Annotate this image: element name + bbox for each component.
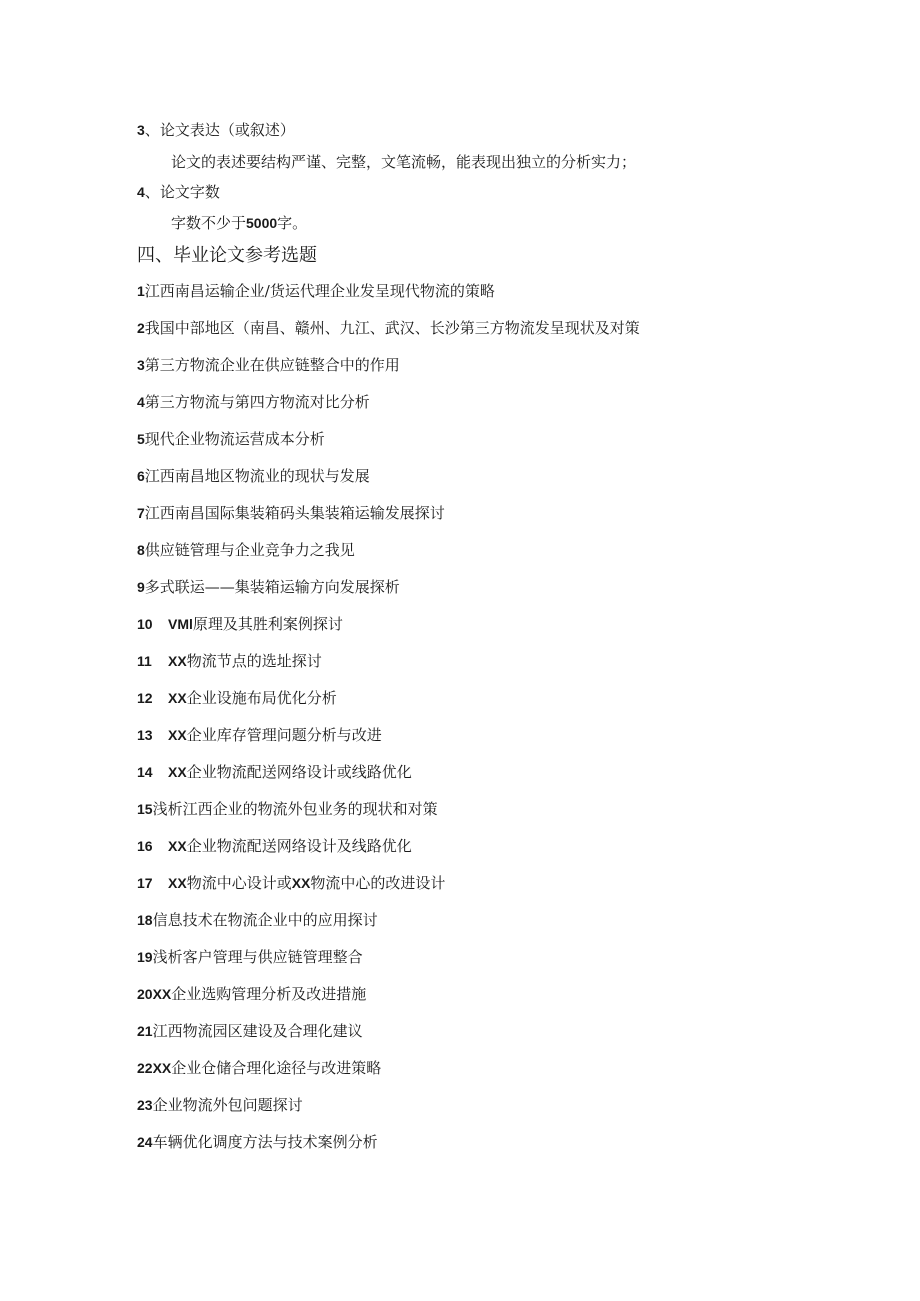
section-separator: 、 (144, 183, 160, 201)
topic-text: 企业仓储合理化途径与改进策略 (171, 1059, 382, 1077)
topic-item (137, 688, 337, 708)
topic-item (137, 392, 370, 412)
topic-bold-prefix: XX (168, 764, 187, 780)
topic-number: 19 (137, 949, 153, 965)
topic-number: 7 (137, 505, 145, 521)
topic-number: 20XX (137, 986, 172, 1002)
topic-text: 企业物流配送网络设计或线路优化 (186, 763, 412, 781)
topic-item (137, 429, 325, 449)
topic-item (137, 1132, 378, 1152)
topic-number: 11 (137, 653, 152, 669)
topic-item (137, 984, 366, 1004)
word-count: 5000 (246, 215, 278, 231)
topic-bold-infix: XX (291, 875, 311, 891)
topic-number: 23 (137, 1097, 153, 1113)
topic-item (137, 540, 355, 560)
topic-text: 多式联运——集装箱运输方向发展探析 (144, 578, 400, 596)
topic-item (137, 355, 400, 375)
topic-text: 物流中心设计或 (186, 874, 292, 892)
topic-item (137, 1058, 381, 1078)
topic-text: 江西南昌国际集装箱码头集装箱运输发展探讨 (144, 504, 445, 522)
topic-text: 现代企业物流运营成本分析 (144, 430, 325, 448)
topic-text: 物流节点的选址探讨 (186, 652, 322, 670)
topic-text: 江西南昌运输企业/货运代理企业发呈现代物流的策略 (144, 282, 495, 300)
topic-item (137, 651, 322, 671)
section-3-title (137, 120, 295, 140)
topic-number: 13 (137, 727, 153, 743)
topic-item (137, 503, 445, 523)
body-text: 字。 (277, 214, 308, 232)
topic-item (137, 577, 400, 597)
topic-bold-prefix: XX (168, 690, 187, 706)
topic-bold-prefix: XX (168, 838, 187, 854)
topic-number: 18 (137, 912, 153, 928)
topic-number: 16 (137, 838, 153, 854)
topic-text: 浅析客户管理与供应链管理整合 (152, 948, 363, 966)
topic-number: 8 (137, 542, 145, 558)
topic-number: 3 (137, 357, 145, 373)
topic-number: 6 (137, 468, 145, 484)
topic-item (137, 947, 363, 967)
topic-text: 信息技术在物流企业中的应用探讨 (152, 911, 378, 929)
section-number: 4 (137, 184, 145, 200)
topic-text: 供应链管理与企业竞争力之我见 (144, 541, 355, 559)
topic-number: 12 (137, 690, 153, 706)
topic-item (137, 873, 445, 893)
topic-number: 2 (137, 320, 145, 336)
topic-text: 浅析江西企业的物流外包业务的现状和对策 (152, 800, 438, 818)
section-4-title (137, 182, 220, 202)
topic-item (137, 614, 343, 634)
topic-number: 5 (137, 431, 145, 447)
topic-text: 车辆优化调度方法与技术案例分析 (152, 1133, 378, 1151)
topic-text: 企业物流外包问题探讨 (152, 1096, 303, 1114)
topic-text: 企业设施布局优化分析 (186, 689, 337, 707)
topic-text: 企业选购管理分析及改进措施 (171, 985, 367, 1003)
topic-text: 我国中部地区（南昌、赣州、九江、武汉、长沙第三方物流发呈现状及对策 (144, 319, 640, 337)
topic-number: 9 (137, 579, 145, 595)
topic-number: 10 (137, 616, 153, 632)
topic-item (137, 910, 378, 930)
topic-number: 1 (137, 283, 145, 299)
topic-item (137, 281, 495, 301)
topic-text: 江西物流园区建设及合理化建议 (152, 1022, 363, 1040)
section-separator: 、 (144, 121, 160, 139)
topic-text: 企业物流配送网络设计及线路优化 (186, 837, 412, 855)
topic-bold-prefix: VMl (168, 616, 193, 632)
topic-item (137, 1021, 363, 1041)
section-title-text: 论文字数 (159, 183, 220, 201)
topic-text: 物流中心的改进设计 (310, 874, 446, 892)
topic-bold-prefix: XX (168, 653, 187, 669)
topic-number: 4 (137, 394, 145, 410)
topic-item (137, 799, 438, 819)
topic-item (137, 762, 412, 782)
topic-number: 21 (137, 1023, 153, 1039)
topic-item (137, 1095, 303, 1115)
topic-text: 原理及其胜利案例探讨 (192, 615, 343, 633)
topic-item (137, 725, 382, 745)
body-text: 字数不少于 (171, 214, 247, 232)
topic-number: 15 (137, 801, 153, 817)
topic-text: 企业库存管理问题分析与改进 (186, 726, 382, 744)
topic-text: 第三方物流企业在供应链整合中的作用 (144, 356, 400, 374)
section-title-text: 论文表达（或叙述） (159, 121, 295, 139)
topic-number: 22XX (137, 1060, 172, 1076)
topic-bold-prefix: XX (168, 875, 187, 891)
topic-text: 第三方物流与第四方物流对比分析 (144, 393, 370, 411)
topic-number: 24 (137, 1134, 153, 1150)
topic-item (137, 466, 370, 486)
section-number: 3 (137, 122, 145, 138)
topics-heading: 四、毕业论文参考选题 (137, 245, 317, 266)
section-4-body (171, 213, 307, 233)
topic-item (137, 318, 640, 338)
section-3-body: 论文的表述要结构严谨、完整，文笔流畅，能表现出独立的分析实力； (171, 153, 637, 171)
topic-item (137, 836, 412, 856)
topic-number: 17 (137, 875, 153, 891)
topic-number: 14 (137, 764, 153, 780)
topic-text: 江西南昌地区物流业的现状与发展 (144, 467, 370, 485)
topic-bold-prefix: XX (168, 727, 187, 743)
